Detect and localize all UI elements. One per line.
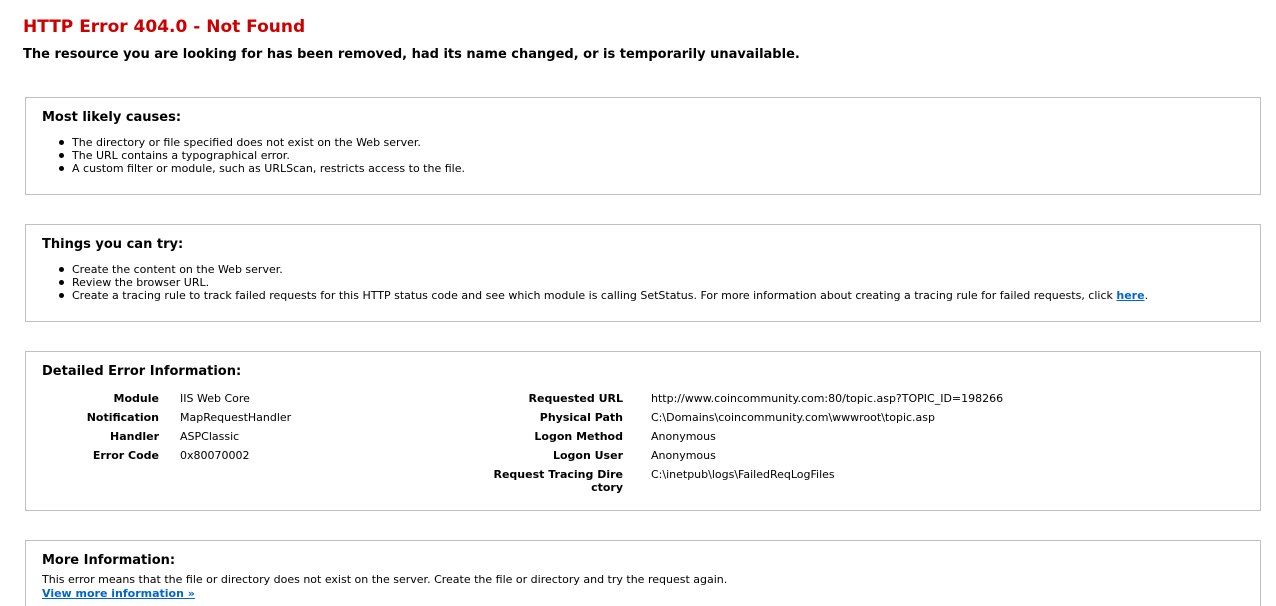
detail-value-module: IIS Web Core <box>180 392 250 405</box>
error-subtitle: The resource you are looking for has been removed, had its name changed, or is temporarily unavailable. <box>23 47 800 62</box>
here-link[interactable]: here <box>1116 289 1145 302</box>
detail-value-logon-method: Anonymous <box>651 430 716 443</box>
view-more-link[interactable]: View more information » <box>42 587 195 600</box>
details-heading: Detailed Error Information: <box>42 364 242 379</box>
list-item: The URL contains a typographical error. <box>72 149 465 162</box>
detail-value-error-code: 0x80070002 <box>180 449 250 462</box>
detail-value-notification: MapRequestHandler <box>180 411 292 424</box>
detail-label-handler: Handler <box>110 430 159 443</box>
list-item: The directory or file specified does not exist on the Web server. <box>72 136 465 149</box>
detail-label-notification: Notification <box>86 411 159 424</box>
try-panel <box>25 224 1261 322</box>
error-title: HTTP Error 404.0 - Not Found <box>23 17 306 37</box>
detail-label-physical-path: Physical Path <box>539 411 623 424</box>
list-item-tracing <box>72 289 1148 302</box>
details-panel <box>25 351 1261 511</box>
causes-panel <box>25 97 1261 195</box>
try-list <box>72 263 1148 302</box>
causes-list <box>72 136 465 175</box>
list-item: Review the browser URL. <box>72 276 1148 289</box>
causes-heading: Most likely causes: <box>42 110 182 125</box>
detail-value-handler: ASPClassic <box>180 430 240 443</box>
detail-label-module: Module <box>113 392 159 405</box>
list-item: A custom filter or module, such as URLScan, restricts access to the file. <box>72 162 465 175</box>
detail-label-error-code: Error Code <box>92 449 159 462</box>
tracing-text: Create a tracing rule to track failed requests for this HTTP status code and see which module is calling SetStatus. For more information about creating a tracing rule for failed requests, click <box>72 289 1117 302</box>
list-item: Create the content on the Web server. <box>72 263 1148 276</box>
detail-label-logon-method: Logon Method <box>534 430 623 443</box>
detail-value-request-tracing-directory: C:\inetpub\logs\FailedReqLogFiles <box>651 468 835 481</box>
more-panel <box>25 540 1261 606</box>
detail-value-physical-path: C:\Domains\coincommunity.com\wwwroot\topic.asp <box>651 411 936 424</box>
detail-value-logon-user: Anonymous <box>651 449 716 462</box>
detail-label-requested-url: Requested URL <box>528 392 623 405</box>
detail-label-logon-user: Logon User <box>552 449 623 462</box>
more-text: This error means that the file or directory does not exist on the server. Create the file or directory and try the request again. <box>42 573 728 586</box>
more-heading: More Information: <box>42 553 176 568</box>
tracing-end: . <box>1144 289 1149 302</box>
detail-label-request-tracing-directory: Request Tracing Dire ctory <box>493 468 623 494</box>
detail-value-requested-url: http://www.coincommunity.com:80/topic.asp?TOPIC_ID=198266 <box>651 392 1004 405</box>
try-heading: Things you can try: <box>42 237 184 252</box>
